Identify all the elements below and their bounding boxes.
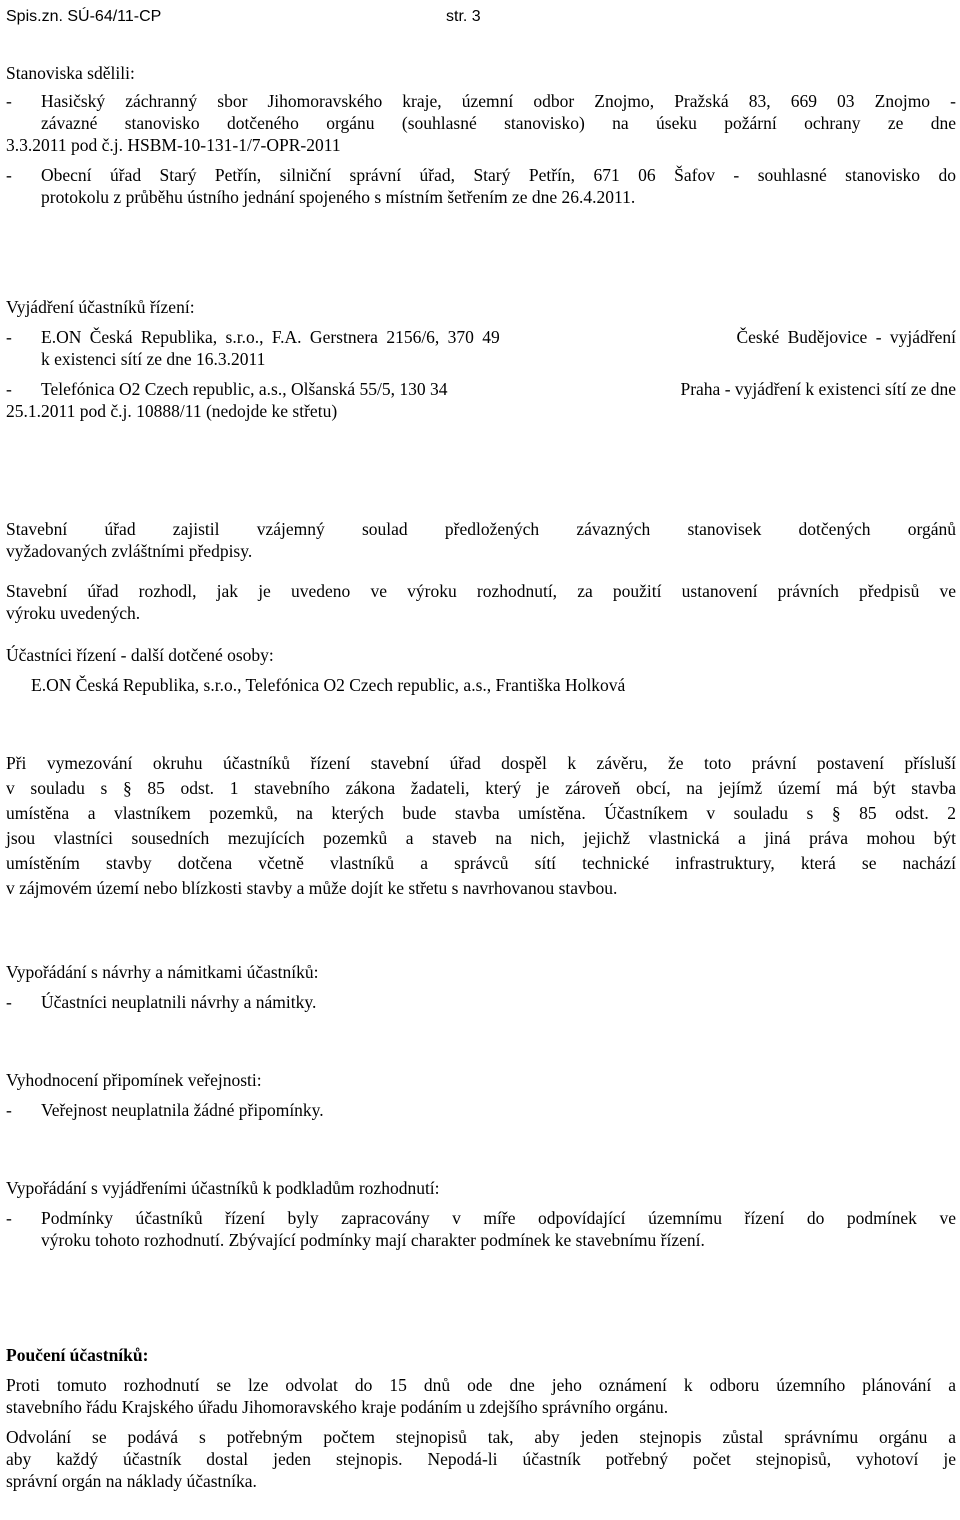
participants-opinions-section bbox=[6, 296, 956, 422]
list-dash: - bbox=[6, 379, 12, 399]
decision-paragraph bbox=[6, 580, 956, 624]
list-dash: - bbox=[6, 165, 12, 185]
statement-line: Hasičský záchranný sbor Jihomoravského kraje, územní odbor Znojmo, Pražská 83, 669 03 Znojmo - bbox=[41, 91, 956, 111]
paragraph-line: Stavební úřad zajistil vzájemný soulad předložených závazných stanovisek dotčených orgánů bbox=[6, 519, 956, 539]
opinion-item-telefonica bbox=[6, 378, 956, 422]
list-dash: - bbox=[6, 327, 12, 347]
proposals-section bbox=[6, 961, 956, 1013]
paragraph-line: v zájmovém území nebo blízkosti stavby a může dojít ke střetu s navrhovanou stavbou. bbox=[6, 878, 618, 898]
documents-opinions-heading: Vypořádání s vyjádřeními účastníků k podkladům rozhodnutí: bbox=[6, 1178, 440, 1198]
statement-line: protokolu z průběhu ústního jednání spojeného s místním šetřením ze dne 26.4.2011. bbox=[41, 187, 636, 207]
paragraph-line: umístěna a vlastníkem pozemků, na kterých bude stavba umístěna. Účastníkem v souladu s § 85 odst. 2 bbox=[6, 803, 956, 823]
instructions-paragraph-1 bbox=[6, 1374, 956, 1418]
paragraph-line: Při vymezování okruhu účastníků řízení stavební úřad dospěl k závěru, že toto právní postavení přísluší bbox=[6, 753, 956, 773]
opinion-text: České Budějovice - vyjádření bbox=[736, 327, 956, 347]
statement-item-municipal-office bbox=[6, 164, 956, 208]
opinions-heading: Vyjádření účastníků řízení: bbox=[6, 297, 195, 317]
statements-heading: Stanoviska sdělili: bbox=[6, 63, 135, 83]
page-number: str. 3 bbox=[446, 8, 481, 25]
participants-scope-paragraph bbox=[6, 752, 956, 899]
statement-line: 3.3.2011 pod č.j. HSBM-10-131-1/7-OPR-2011 bbox=[6, 135, 341, 155]
paragraph-line: vyžadovaných zvláštními předpisy. bbox=[6, 541, 253, 561]
statement-item-fire-brigade bbox=[6, 90, 956, 156]
opinion-text: Telefónica O2 Czech republic, a.s., Olšanská 55/5, 130 34 bbox=[41, 379, 448, 399]
proposals-text: Účastníci neuplatnili návrhy a námitky. bbox=[41, 992, 317, 1012]
list-dash: - bbox=[6, 1100, 12, 1120]
public-comments-item bbox=[6, 1099, 956, 1121]
opinion-text: E.ON Česká Republika, s.r.o., F.A. Gerstnera 2156/6, 370 49 bbox=[41, 327, 500, 347]
paragraph-line: Stavební úřad rozhodl, jak je uvedeno ve výroku rozhodnutí, za použití ustanovení právních předpisů ve bbox=[6, 581, 956, 601]
paragraph-line: stavebního řádu Krajského úřadu Jihomoravského kraje podáním u zdejšího správního orgánu. bbox=[6, 1397, 669, 1417]
paragraph-line: jsou vlastníci sousedních mezujících pozemků a staveb na nich, jejichž vlastnická a jiná práva mohou být bbox=[6, 828, 956, 848]
statement-line: závazné stanovisko dotčeného orgánu (souhlasné stanovisko) na úseku požární ochrany ze dne bbox=[41, 113, 956, 133]
documents-opinions-item bbox=[6, 1207, 956, 1251]
paragraph-line: výroku tohoto rozhodnutí. Zbývající podmínky mají charakter podmínek ke stavebnímu řízení. bbox=[41, 1230, 705, 1250]
list-dash: - bbox=[6, 992, 12, 1012]
paragraph-line: umístěním stavby dotčena včetně vlastníků a správců sítí technické infrastruktury, která se nachází bbox=[6, 853, 956, 873]
proposals-heading: Vypořádání s návrhy a námitkami účastníků: bbox=[6, 962, 319, 982]
opinion-item-eon bbox=[6, 326, 956, 370]
paragraph-line: v souladu s § 85 odst. 1 stavebního zákona žadateli, který je zároveň obcí, na jejímž území má být stavba bbox=[6, 778, 956, 798]
paragraph-line: aby každý účastník dostal jeden stejnopis. Nepodá-li účastník potřebný počet stejnopisů, vyhotoví je bbox=[6, 1449, 956, 1469]
opinion-line bbox=[41, 378, 956, 400]
statement-line: Obecní úřad Starý Petřín, silniční správní úřad, Starý Petřín, 671 06 Šafov - souhlasné stanovisko do bbox=[41, 165, 956, 185]
instructions-section bbox=[6, 1344, 956, 1492]
paragraph-line: výroku uvedených. bbox=[6, 603, 141, 623]
paragraph-line: Proti tomuto rozhodnutí se lze odvolat do 15 dnů ode dne jeho oznámení k odboru územního plánování a bbox=[6, 1375, 956, 1395]
public-comments-heading: Vyhodnocení připomínek veřejnosti: bbox=[6, 1070, 262, 1090]
paragraph-line: správní orgán na náklady účastníka. bbox=[6, 1471, 257, 1491]
statements-section bbox=[6, 62, 956, 208]
opinion-line: k existenci sítí ze dne 16.3.2011 bbox=[41, 349, 266, 369]
documents-opinions-section bbox=[6, 1177, 956, 1251]
other-parties-heading: Účastníci řízení - další dotčené osoby: bbox=[6, 645, 274, 665]
list-dash: - bbox=[6, 1208, 12, 1228]
opinion-line: 25.1.2011 pod č.j. 10888/11 (nedojde ke střetu) bbox=[6, 401, 338, 421]
other-parties-section bbox=[6, 644, 956, 696]
proposals-item bbox=[6, 991, 956, 1013]
instructions-heading: Poučení účastníků: bbox=[6, 1345, 149, 1365]
paragraph-line: Podmínky účastníků řízení byly zapracovány v míře odpovídající územnímu řízení do podmínek ve bbox=[41, 1208, 956, 1228]
instructions-paragraph-2 bbox=[6, 1426, 956, 1492]
opinion-line bbox=[41, 326, 956, 348]
public-comments-text: Veřejnost neuplatnila žádné připomínky. bbox=[41, 1100, 324, 1120]
paragraph-line: Odvolání se podává s potřebným počtem stejnopisů tak, aby jeden stejnopis zůstal správnímu orgánu a bbox=[6, 1427, 956, 1447]
public-comments-section bbox=[6, 1069, 956, 1121]
other-parties-list: E.ON Česká Republika, s.r.o., Telefónica O2 Czech republic, a.s., Františka Holková bbox=[31, 675, 626, 695]
file-reference: Spis.zn. SÚ-64/11-CP bbox=[6, 8, 162, 25]
harmony-paragraph bbox=[6, 518, 956, 562]
list-dash: - bbox=[6, 91, 12, 111]
opinion-text: Praha - vyjádření k existenci sítí ze dne bbox=[680, 379, 956, 399]
